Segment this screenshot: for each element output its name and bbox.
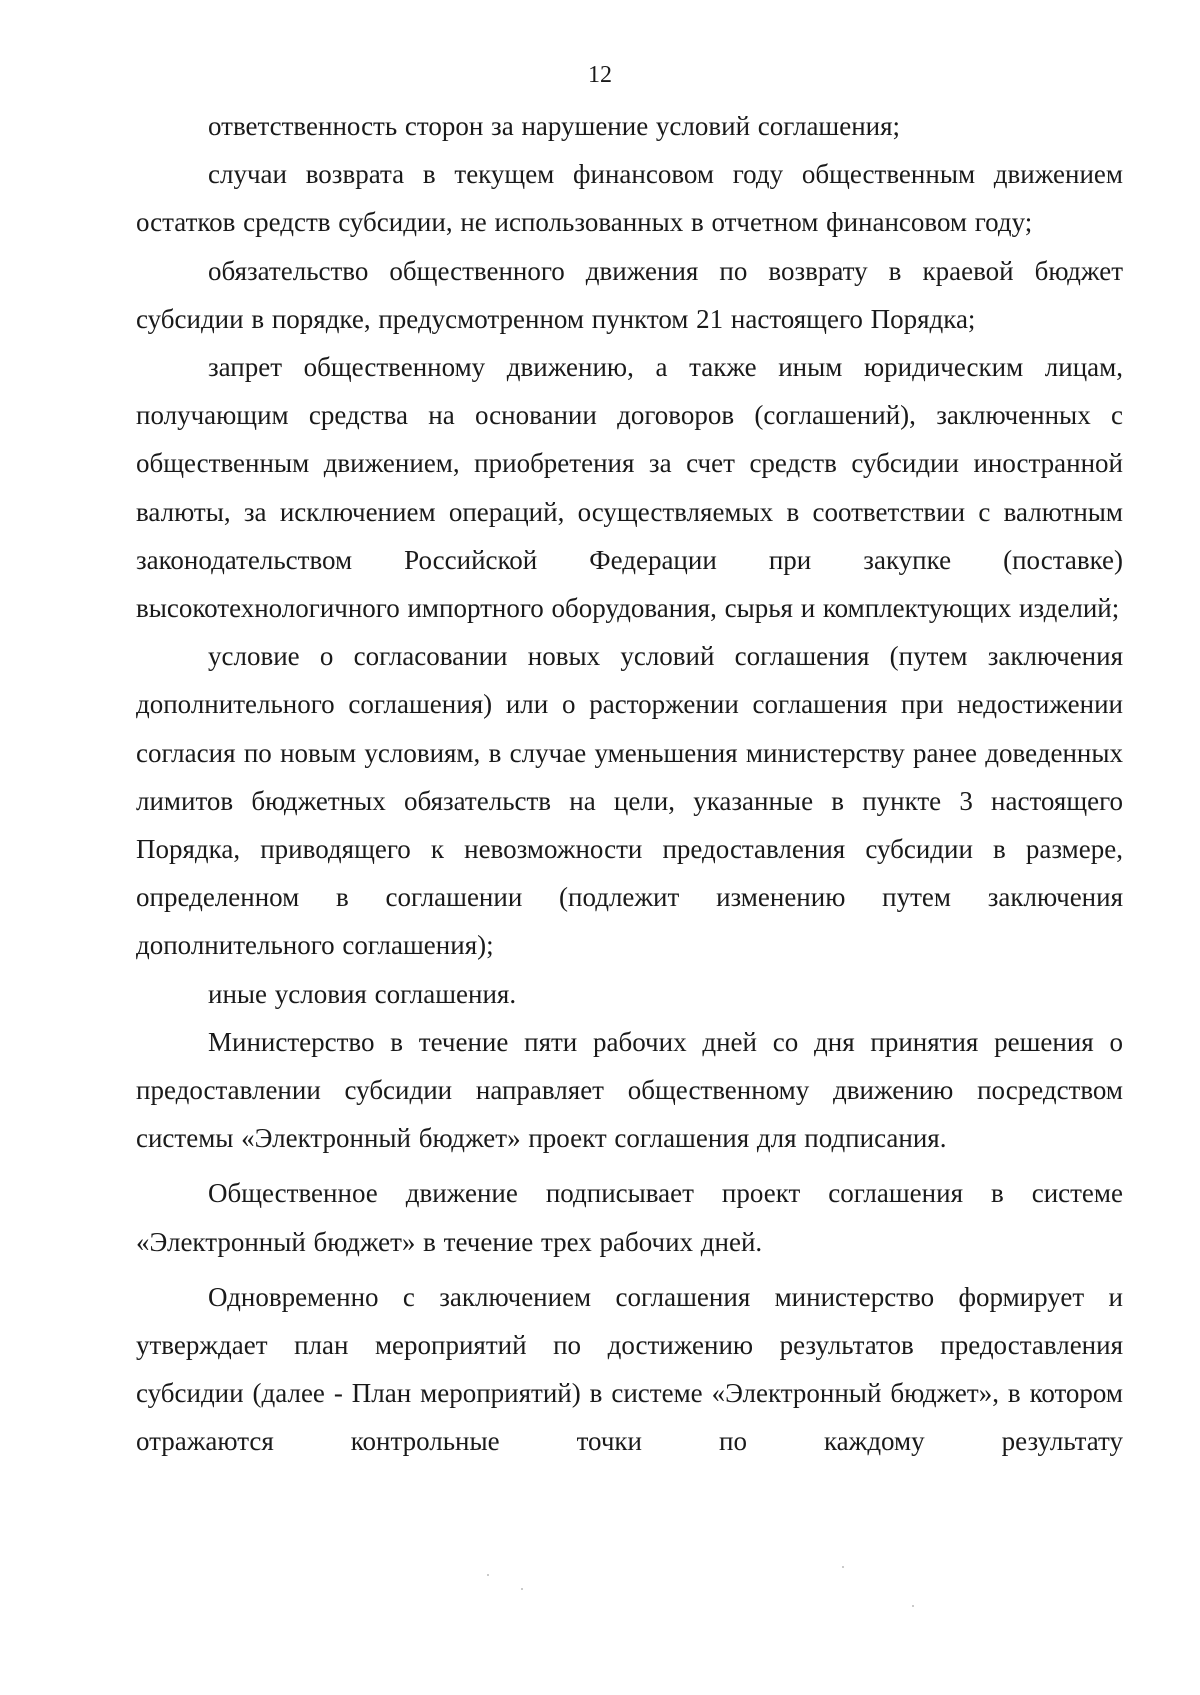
paragraph-currency-ban: запрет общественному движению, а также иным юридическим лицам, получающим средства на основании договоров (соглашений), заключенных с общественным движением, приобретения за счет средств субсидии иностранной валюты, за исключением операций, осуществляемых в соответствии с валютным законодательством Российской Федерации при закупке (поставке) высокотехнологичного импортного оборудования, сырья и комплектующих изделий; — [136, 352, 1123, 624]
scan-speck — [912, 1605, 914, 1607]
paragraph-action-plan: Одновременно с заключением соглашения министерство формирует и утверждает план мероприятий по достижению результатов предоставления субсидии (далее - План мероприятий) в системе «Электронный бюджет», в котором отражаются контрольные точки по каждому результату — [136, 1281, 1123, 1457]
scan-speck — [842, 1566, 844, 1568]
paragraph-responsibility: ответственность сторон за нарушение условий соглашения; — [208, 111, 901, 141]
paragraph-movement-signs: Общественное движение подписывает проект соглашения в системе «Электронный бюджет» в течение трех рабочих дней. — [136, 1178, 1123, 1257]
paragraph-return-cases: случаи возврата в текущем финансовом году общественным движением остатков средств субсидии, не использованных в отчетном финансовом году; — [136, 159, 1123, 238]
paragraph-other-conditions: иные условия соглашения. — [208, 978, 517, 1009]
scan-speck — [521, 1588, 523, 1590]
document-body — [136, 102, 1123, 1466]
paragraph-new-conditions: условие о согласовании новых условий соглашения (путем заключения дополнительного соглашения) или о расторжении соглашения при недостижении согласия по новым условиям, в случае уменьшения министерству ранее доведенных лимитов бюджетных обязательств на цели, указанные в пункте 3 настоящего Порядка, приводящего к невозможности предоставления субсидии в размере, определенном в соглашении (подлежит изменению путем заключения дополнительного соглашения); — [136, 641, 1123, 961]
page-number: 12 — [588, 62, 612, 88]
paragraph-return-obligation: обязательство общественного движения по возврату в краевой бюджет субсидии в порядке, предусмотренном пунктом 21 настоящего Порядка; — [136, 255, 1123, 334]
paragraph-ministry-sends-draft: Министерство в течение пяти рабочих дней со дня принятия решения о предоставлении субсидии направляет общественному движению посредством системы «Электронный бюджет» проект соглашения для подписания. — [136, 1026, 1123, 1154]
scan-speck — [487, 1574, 489, 1576]
